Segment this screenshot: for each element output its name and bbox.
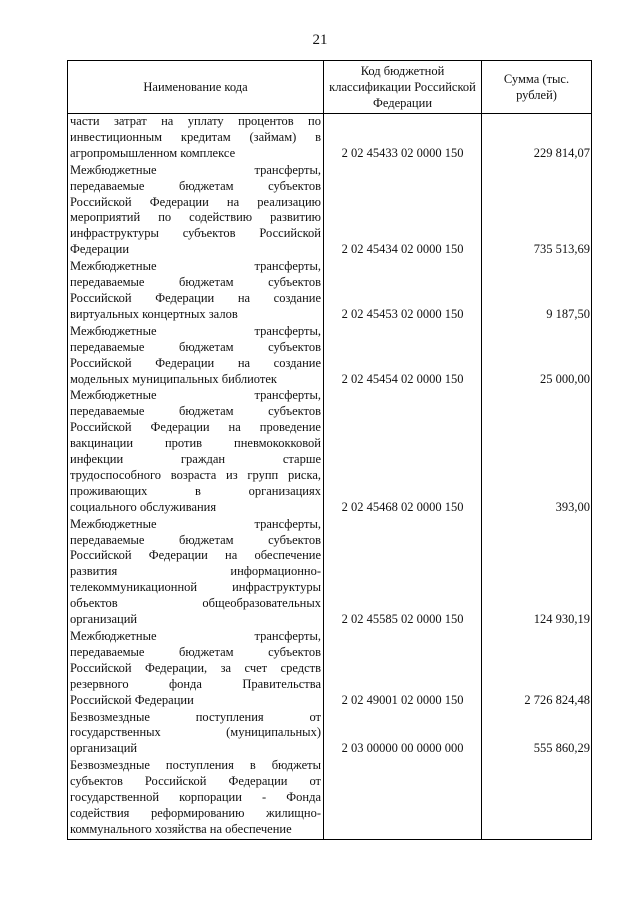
row-code: 2 02 45454 02 0000 150 (324, 324, 482, 389)
row-code: 2 02 45585 02 0000 150 (324, 517, 482, 629)
table-row (68, 259, 592, 324)
row-name-line: Безвозмездные поступления в бюджеты (70, 758, 321, 773)
row-name-line: развития информационно- (70, 564, 321, 579)
row-name-line: Межбюджетные трансферты, (70, 516, 321, 531)
row-amount: 124 930,19 (482, 517, 592, 629)
header-amount: Сумма (тыс. рублей) (482, 61, 592, 114)
row-name-line: проживающих в организациях (70, 483, 321, 498)
row-name-line: Российской Федерации на проведение (70, 420, 321, 435)
row-name-line: Межбюджетные трансферты, (70, 629, 321, 643)
row-name (68, 388, 324, 516)
page-number: 21 (312, 32, 328, 48)
row-name-line: Безвозмездные поступления от (70, 709, 321, 724)
row-name-line: Российской Федерации на создание (70, 355, 321, 370)
header-code: Код бюджетной классификации Российской Федерации (324, 61, 482, 114)
row-name-line: передаваемые бюджетам субъектов (70, 404, 321, 419)
row-name (68, 710, 324, 759)
row-name (68, 259, 324, 324)
row-name (68, 758, 324, 839)
row-code: 2 02 45468 02 0000 150 (324, 388, 482, 516)
row-name-line: виртуальных концертных залов (70, 306, 238, 321)
row-name-line: инфекции граждан старше (70, 452, 321, 467)
table-row (68, 114, 592, 163)
row-amount: 393,00 (482, 388, 592, 516)
table-row (68, 163, 592, 259)
row-name-line: части затрат на уплату процентов по (70, 114, 321, 128)
row-name (68, 517, 324, 629)
row-name-line: передаваемые бюджетам субъектов (70, 339, 321, 354)
header-name: Наименование кода (68, 61, 324, 114)
row-name-line: Федерации (70, 242, 130, 257)
row-amount: 555 860,29 (482, 710, 592, 759)
row-amount: 735 513,69 (482, 163, 592, 259)
table-row (68, 324, 592, 389)
table-body (68, 114, 592, 840)
row-name (68, 163, 324, 259)
row-name-line: Российской Федерации на обеспечение (70, 548, 321, 563)
row-name-line: Межбюджетные трансферты, (70, 162, 321, 177)
row-name-line: резервного фонда Правительства (70, 676, 321, 691)
row-name-line: Российской Федерации на создание (70, 290, 321, 305)
row-name (68, 114, 324, 163)
row-code: 2 02 49001 02 0000 150 (324, 629, 482, 710)
row-name-line: инфраструктуры субъектов Российской (70, 226, 321, 241)
row-name-line: передаваемые бюджетам субъектов (70, 644, 321, 659)
row-code: 2 02 45434 02 0000 150 (324, 163, 482, 259)
row-name-line: Российской Федерации, за счет средств (70, 660, 321, 675)
row-name-line: вакцинации против пневмококковой (70, 436, 321, 451)
table-row (68, 388, 592, 516)
row-name-line: Российской Федерации (70, 692, 194, 707)
table-row (68, 710, 592, 759)
row-name (68, 324, 324, 389)
budget-classification-table (67, 60, 592, 840)
row-name-line: модельных муниципальных библиотек (70, 371, 277, 386)
row-name-line: передаваемые бюджетам субъектов (70, 178, 321, 193)
row-name-line: передаваемые бюджетам субъектов (70, 532, 321, 547)
row-name-line: объектов общеобразовательных (70, 596, 321, 611)
row-name-line: Межбюджетные трансферты, (70, 388, 321, 403)
row-name-line: инвестиционным кредитам (займам) в (70, 129, 321, 144)
row-code (324, 758, 482, 839)
row-amount: 25 000,00 (482, 324, 592, 389)
row-name-line: государственных (муниципальных) (70, 725, 321, 740)
row-code: 2 03 00000 00 0000 000 (324, 710, 482, 759)
row-name-line: Российской Федерации на реализацию (70, 194, 321, 209)
row-amount: 9 187,50 (482, 259, 592, 324)
table-row (68, 629, 592, 710)
row-name-line: агропромышленном комплексе (70, 145, 236, 160)
row-code: 2 02 45453 02 0000 150 (324, 259, 482, 324)
row-name-line: субъектов Российской Федерации от (70, 774, 321, 789)
row-name-line: Межбюджетные трансферты, (70, 259, 321, 274)
row-name-line: передаваемые бюджетам субъектов (70, 275, 321, 290)
row-name-line: организаций (70, 741, 138, 756)
table-row (68, 517, 592, 629)
row-name-line: Межбюджетные трансферты, (70, 323, 321, 338)
row-name (68, 629, 324, 710)
table-header-row (68, 61, 592, 114)
row-name-line: трудоспособного возраста из групп риска, (70, 467, 321, 482)
row-name-line: социального обслуживания (70, 499, 217, 514)
row-name-line: государственной корпорации - Фонда (70, 790, 321, 805)
table-row (68, 758, 592, 839)
row-name-line: коммунального хозяйства на обеспечение (70, 821, 292, 836)
row-name-line: мероприятий по содействию развитию (70, 210, 321, 225)
row-amount: 229 814,07 (482, 114, 592, 163)
row-name-line: содействия реформированию жилищно- (70, 805, 321, 820)
row-name-line: телекоммуникационной инфраструктуры (70, 580, 321, 595)
row-code: 2 02 45433 02 0000 150 (324, 114, 482, 163)
row-amount (482, 758, 592, 839)
row-amount: 2 726 824,48 (482, 629, 592, 710)
row-name-line: организаций (70, 612, 138, 627)
